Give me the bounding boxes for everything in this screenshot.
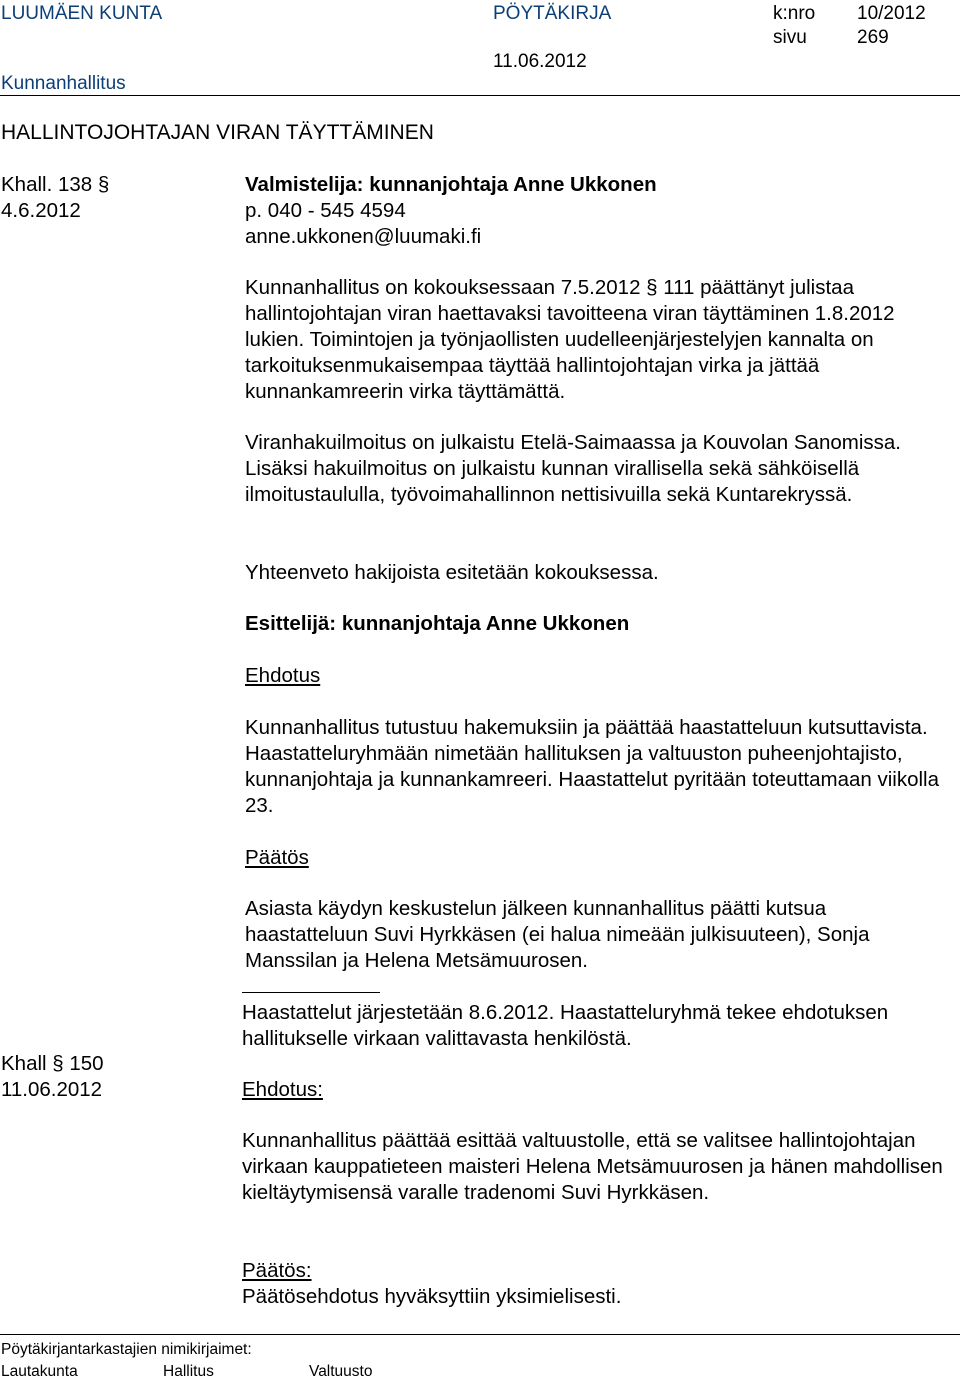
- item2-intro: Haastattelut järjestetään 8.6.2012. Haastatteluryhmä tekee ehdotuksen hallitukselle virkaan valittavasta henkilöstä.: [242, 1001, 889, 1050]
- footer-body-valtuusto: Valtuusto: [309, 1363, 373, 1380]
- meeting-date: 11.06.2012: [493, 51, 587, 72]
- item2-decision-text: Päätösehdotus hyväksyttiin yksimielisesti.: [242, 1285, 622, 1308]
- background-paragraph: Kunnanhallitus on kokouksessaan 7.5.2012 § 111 päättänyt julistaa hallintojohtajan viran haettavaksi tavoitteena viran täyttäminen 1.8.2012 lukien. Toimintojen ja työnjaollisten uudelleenjärjestelyjen kannalta on tarkoituksenmukaisempaa täyttää hallintojohtajan virka ja jättää kunnankamreerin virka täyttämättä.: [245, 276, 895, 403]
- item1-date: 4.6.2012: [1, 199, 81, 222]
- item2-proposal-text: Kunnanhallitus päättää esittää valtuustolle, että se valitsee hallintojohtajan virkaan kauppatieteen maisteri Helena Metsämuurosen ja hänen mahdollisen kieltäytymisensä varalle tradenomi Suvi Hyrkkäsen.: [242, 1129, 943, 1204]
- announcement-paragraph: Viranhakuilmoitus on julkaistu Etelä-Saimaassa ja Kouvolan Sanomissa. Lisäksi hakuilmoitus on julkaistu kunnan virallisella sekä sähköisellä ilmoitustaululla, työvoimahallinnon nettisivuilla sekä Kuntarekryssä.: [245, 431, 901, 506]
- page-number: 269: [857, 27, 889, 48]
- decision-heading: Päätös: [245, 846, 309, 869]
- preparer: Valmistelija: kunnanjohtaja Anne Ukkonen: [245, 173, 657, 196]
- section-separator: [242, 992, 380, 993]
- decision-text: Asiasta käydyn keskustelun jälkeen kunnanhallitus päätti kutsua haastatteluun Suvi Hyrkkäsen (ei halua nimeään julkisuuteen), Sonja Manssilan ja Helena Metsämuurosen.: [245, 897, 870, 972]
- item2-date: 11.06.2012: [1, 1078, 103, 1101]
- summary-paragraph: Yhteenveto hakijoista esitetään kokouksessa.: [245, 561, 659, 584]
- preparer-email: anne.ukkonen@luumaki.fi: [245, 225, 482, 248]
- document-type: PÖYTÄKIRJA: [493, 3, 612, 24]
- governing-body: Kunnanhallitus: [1, 73, 126, 94]
- signatures-label: Pöytäkirjantarkastajien nimikirjaimet:: [1, 1341, 252, 1358]
- knro-label: k:nro: [773, 3, 816, 24]
- footer-body-lautakunta: Lautakunta: [1, 1363, 78, 1380]
- proposal-heading: Ehdotus: [245, 664, 321, 687]
- preparer-phone: p. 040 - 545 4594: [245, 199, 406, 222]
- item2-proposal-heading: Ehdotus:: [242, 1078, 323, 1101]
- page-label: sivu: [773, 27, 807, 48]
- proposal-text: Kunnanhallitus tutustuu hakemuksiin ja päättää haastatteluun kutsuttavista. Haastatteluryhmään nimetään hallituksen ja valtuuston puheenjohtajisto, kunnanjohtaja ja kunnankamreeri. Haastattelut pyritään toteuttamaan viikolla 23.: [245, 716, 939, 817]
- item2-reference: Khall § 150: [1, 1052, 104, 1075]
- municipality-name: LUUMÄEN KUNTA: [1, 3, 163, 24]
- footer-body-hallitus: Hallitus: [163, 1363, 214, 1380]
- presenter: Esittelijä: kunnanjohtaja Anne Ukkonen: [245, 612, 630, 635]
- item2-decision-heading: Päätös:: [242, 1259, 312, 1282]
- header-rule: [0, 95, 960, 96]
- item1-reference: Khall. 138 §: [1, 173, 110, 196]
- page-title: HALLINTOJOHTAJAN VIRAN TÄYTTÄMINEN: [1, 121, 434, 144]
- knro-value: 10/2012: [857, 3, 926, 24]
- footer-rule: [0, 1334, 960, 1335]
